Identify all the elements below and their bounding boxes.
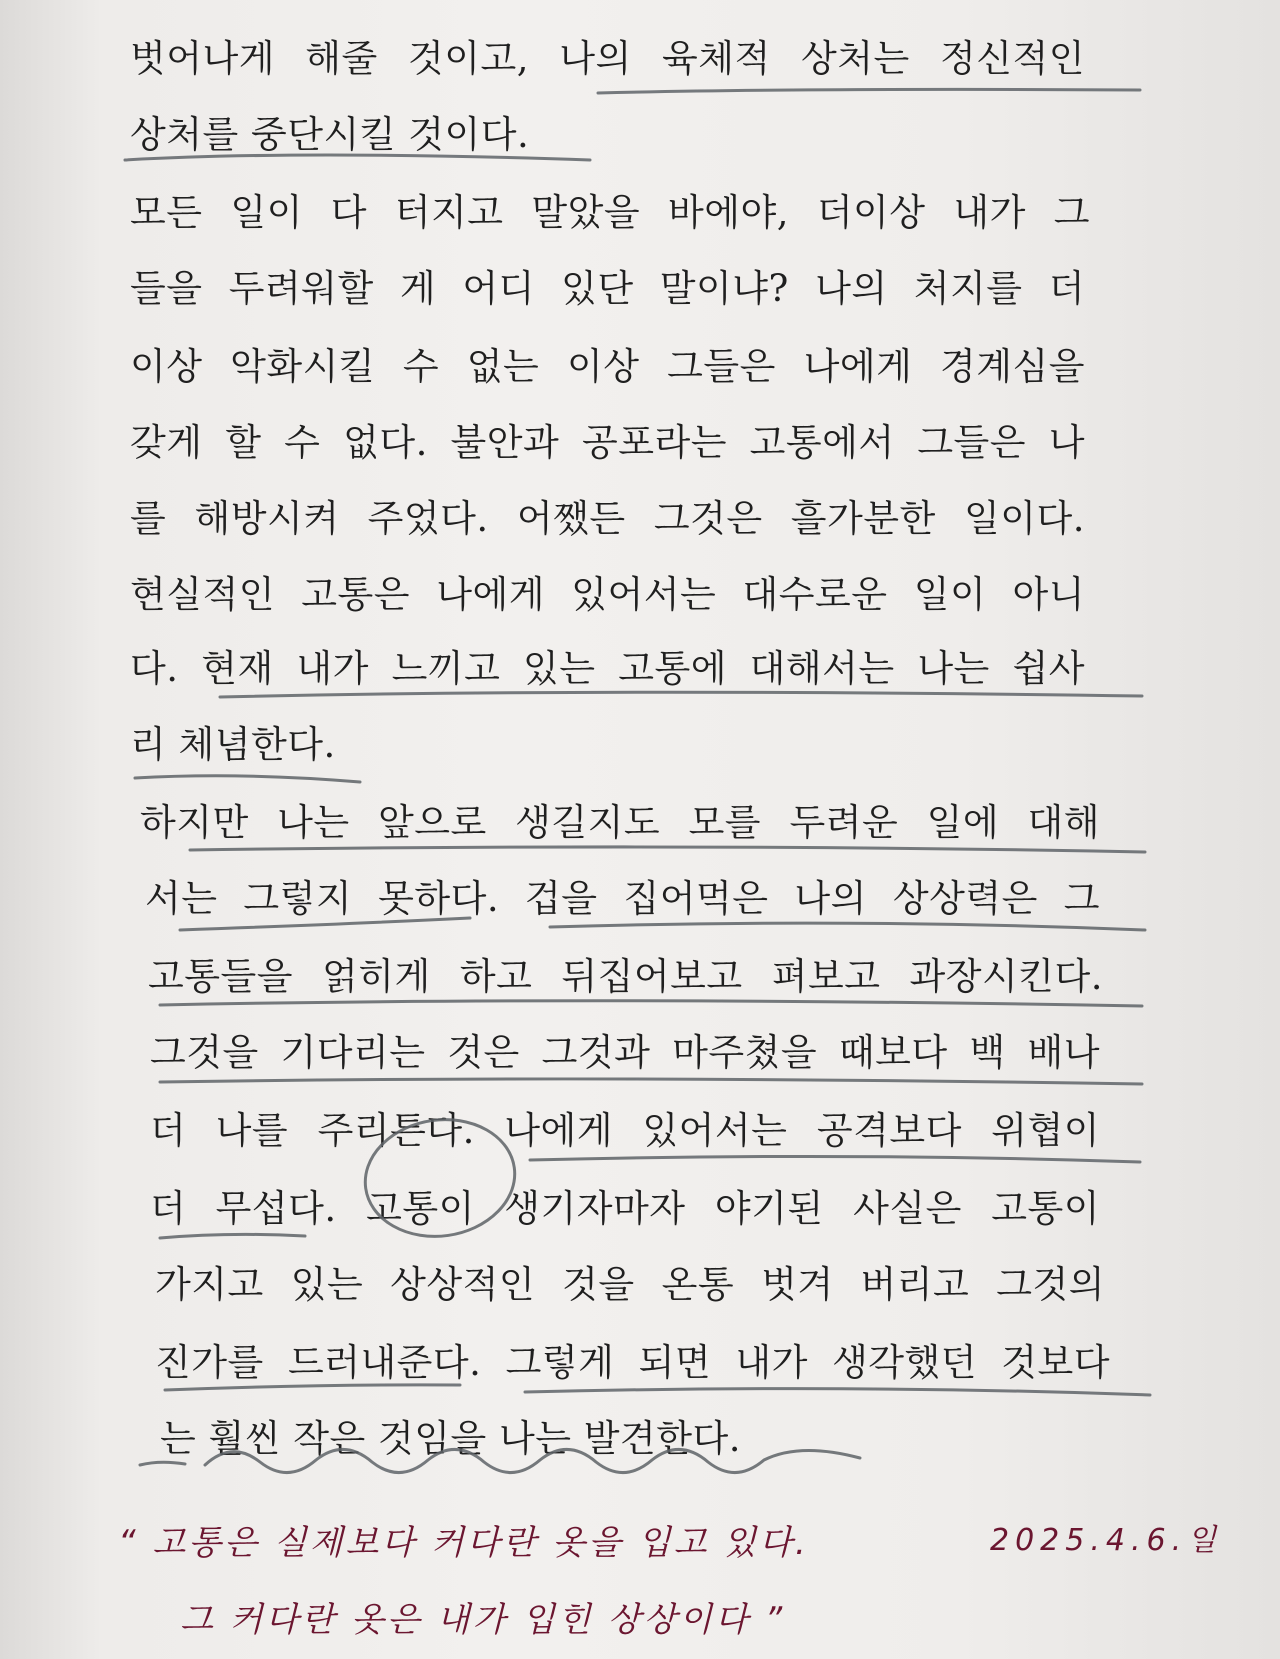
text-line: 상처를 중단시킬 것이다. (130, 113, 530, 156)
wavy-underline-mark (205, 1449, 860, 1472)
text-line: 더 무섭다. 고통이 생기자마자 야기된 사실은 고통이 (150, 1187, 1100, 1230)
text-line: 들을 두려워할 게 어디 있단 말이냐? 나의 처지를 더 (130, 267, 1085, 310)
text-line: 더 나를 주리튼다. 나에게 있어서는 공격보다 위협이 (150, 1109, 1100, 1152)
handwritten-date: 2025.4.6.일 (990, 1523, 1223, 1558)
underline-mark (160, 1234, 305, 1238)
handwritten-quote-line-2: 그 커다란 옷은 내가 입힌 상상이다 ” (180, 1600, 786, 1640)
text-line: 하지만 나는 앞으로 생길지도 모를 두려운 일에 대해 (140, 801, 1100, 844)
text-line: 고통들을 얽히게 하고 뒤집어보고 펴보고 과장시킨다. (148, 955, 1103, 998)
underline-mark (598, 89, 1140, 93)
text-line: 리 체념한다. (130, 723, 336, 766)
underline-mark (180, 918, 470, 930)
underline-mark (135, 776, 360, 782)
text-line: 진가를 드러내준다. 그렇게 되면 내가 생각했던 것보다 (155, 1341, 1110, 1384)
underline-mark (530, 1156, 1140, 1162)
handwritten-quote-line-1: “ 고통은 실제보다 커다란 옷을 입고 있다. (118, 1523, 809, 1563)
text-line: 갖게 할 수 없다. 불안과 공포라는 고통에서 그들은 나 (130, 421, 1085, 464)
underline-mark (140, 1462, 185, 1465)
text-line: 현실적인 고통은 나에게 있어서는 대수로운 일이 아니 (130, 573, 1085, 616)
underline-mark (190, 847, 1145, 852)
text-line: 를 해방시켜 주었다. 어쨌든 그것은 흘가분한 일이다. (130, 497, 1085, 540)
text-line: 다. 현재 내가 느끼고 있는 고통에 대해서는 나는 쉽사 (130, 647, 1085, 690)
underline-mark (160, 1079, 1142, 1084)
underline-mark (550, 923, 1145, 930)
circle-mark (358, 1110, 523, 1246)
text-line: 가지고 있는 상상적인 것을 온통 벗겨 버리고 그것의 (155, 1263, 1105, 1306)
underline-mark (165, 1385, 460, 1390)
underline-mark (160, 1001, 1142, 1006)
underline-mark (525, 1389, 1150, 1395)
underline-mark (220, 692, 1142, 697)
text-line: 서는 그렇지 못하다. 겁을 집어먹은 나의 상상력은 그 (145, 877, 1100, 920)
text-line: 는 훨씬 작은 것임을 나는 발견한다. (160, 1417, 741, 1460)
text-line: 모든 일이 다 터지고 말았을 바에야, 더이상 내가 그 (130, 191, 1090, 234)
underline-mark (125, 155, 590, 160)
text-line: 벗어나게 해줄 것이고, 나의 육체적 상처는 정신적인 (130, 37, 1085, 80)
text-line: 이상 악화시킬 수 없는 이상 그들은 나에게 경계심을 (130, 345, 1085, 388)
text-line: 그것을 기다리는 것은 그것과 마주쳤을 때보다 백 배나 (150, 1031, 1100, 1074)
